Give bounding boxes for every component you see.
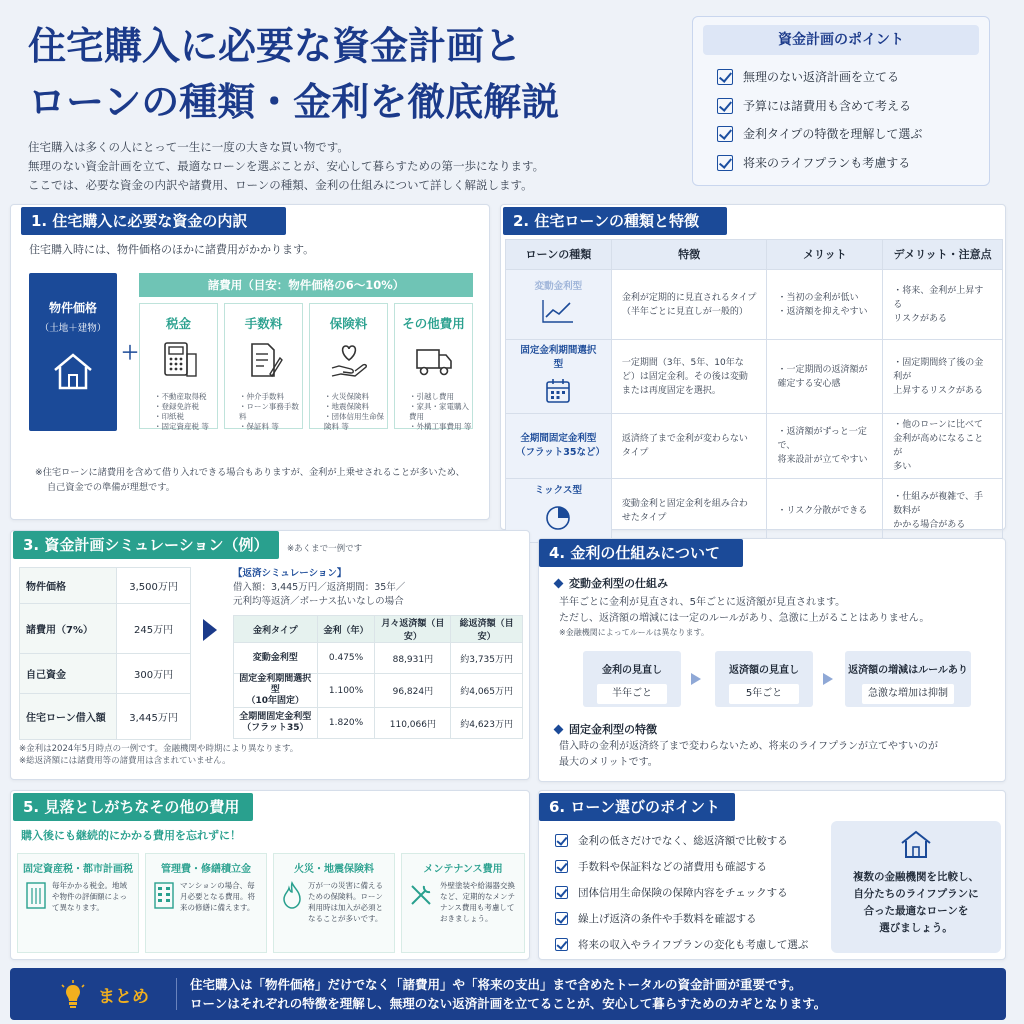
checklist-item: 将来の収入やライフプランの変化も考慮して選ぶ xyxy=(555,931,808,957)
cost-card-tax xyxy=(139,303,218,429)
table-header-row xyxy=(506,240,1003,270)
section-2-title: 2. 住宅ローンの種類と特徴 xyxy=(503,207,727,235)
page-title xyxy=(28,18,678,130)
cost-card-title: 保険料 xyxy=(329,316,368,331)
checklist-item: 繰上げ返済の条件や手数料を確認する xyxy=(555,905,808,931)
column-header: メリット xyxy=(767,240,883,270)
other-cost-card: 管理費・修繕積立金 マンションの場合、毎月必要となる費用。将来の修繕に備えます。 xyxy=(145,853,267,953)
intro-line: ここでは、必要な資金の内訳や諸費用、ローンの種類、金利の仕組みについて詳しく解説します。 xyxy=(28,178,533,192)
house-icon xyxy=(51,350,95,392)
loan-types-table xyxy=(505,239,1003,543)
building-icon xyxy=(24,880,48,910)
table-row: 住宅ローン借入額 3,445万円 xyxy=(20,694,191,740)
tools-icon xyxy=(408,882,434,908)
table-row: 固定金利期間選択型 （10年固定） 1.100% 96,824円 約4,065万円 xyxy=(234,674,523,708)
check-icon xyxy=(555,834,568,847)
cost-item: ・ 登録免許税 xyxy=(154,402,217,412)
check-icon xyxy=(555,912,568,925)
table-row xyxy=(506,479,1003,543)
flow-step: 金利の見直し 半年ごと xyxy=(583,651,681,707)
cost-item: ・ 引越し費用 xyxy=(409,392,472,402)
fixed-description: 借入時の金利が返済終了まで変わらないため、将来のライフプランが立てやすいのが 最大のメリットです。 xyxy=(559,741,938,768)
note-line: ※住宅ローンに諸費用を含めて借り入れできる場合もありますが、金利が上乗せされることが多いため、 xyxy=(35,467,465,478)
building-icon xyxy=(152,880,176,910)
merit-cell: ・リスク分散ができる xyxy=(767,479,883,543)
demerit-cell: ・他のローンに比べて 金利が高めになることが 多い xyxy=(883,414,1003,479)
table-row: 自己資金 300万円 xyxy=(20,654,191,694)
title-line-1: 住宅購入に必要な資金計画と xyxy=(28,23,523,68)
flow-step: 返済額の見直し 5年ごと xyxy=(715,651,813,707)
cost-item: ・ 地震保険料 xyxy=(324,402,387,412)
section-interest-mechanism xyxy=(538,538,1006,782)
column-header: 特徴 xyxy=(611,240,767,270)
merit-cell: ・当初の金利が低い ・返済額を抑えやすい xyxy=(767,270,883,340)
check-icon xyxy=(555,886,568,899)
table-row xyxy=(506,414,1003,479)
table-header-row: 金利タイプ 金利（年） 月々返済額（目安） 総返済額（目安） xyxy=(234,616,523,643)
checklist-item: 手数料や保証料などの諸費用も確認する xyxy=(555,853,808,879)
cost-card-title: その他費用 xyxy=(402,316,465,331)
cost-card-title: 税金 xyxy=(165,316,191,331)
chart-line-icon xyxy=(541,298,575,324)
cost-item: ・ 保証料 等 xyxy=(239,422,302,432)
variable-heading: 変動金利型の仕組み xyxy=(555,575,668,591)
feature-cell: 一定期間（3年、5年、10年など）は固定金利。その後は変動または再度固定を選択。 xyxy=(611,340,767,414)
house-icon xyxy=(899,829,933,859)
section-funds-breakdown xyxy=(10,204,490,520)
cost-card-insurance xyxy=(309,303,388,429)
cost-item: ・ 仲介手数料 xyxy=(239,392,302,402)
table-row: 全期間固定金利型 （フラット35） 1.820% 110,066円 約4,623万円 xyxy=(234,708,523,739)
section-simulation xyxy=(10,530,530,780)
merit-cell: ・一定期間の返済額が 確定する安心感 xyxy=(767,340,883,414)
loan-type-label: 固定金利期間選択型 xyxy=(520,345,597,370)
feature-cell: 金利が定期的に見直されるタイプ（半年ごとに見直しが一般的） xyxy=(611,270,767,340)
other-cost-card: 火災・地震保険料 万が一の災害に備えるための保険料。ローン利用時は加入が必須となることが多いです。 xyxy=(273,853,395,953)
section-6-title: 6. ローン選びのポイント xyxy=(539,793,735,821)
loan-type-label: 変動金利型 xyxy=(534,281,583,292)
cost-item: ・ 印紙税 xyxy=(154,412,217,422)
document-pen-icon xyxy=(244,340,284,380)
fees-header: 諸費用（目安：物件価格の6〜10%） xyxy=(139,273,473,297)
checklist-item: 金利の低さだけでなく、総返済額で比較する xyxy=(555,827,808,853)
demerit-cell: ・固定期間終了後の金利が 上昇するリスクがある xyxy=(883,340,1003,414)
demerit-cell: ・仕組みが複雑で、手数料が かかる場合がある xyxy=(883,479,1003,543)
planning-points-box xyxy=(692,16,990,186)
cost-item: ・ 外構工事費用 等 xyxy=(409,422,472,432)
selection-aside-text: 複数の金融機関を比較し、 自分たちのライフプランに 合った最適なローンを 選びましょう。 xyxy=(853,871,979,934)
intro-line: 住宅購入は多くの人にとって一生に一度の大きな買い物です。 xyxy=(28,140,349,154)
other-cost-card: メンテナンス費用 外壁塗装や給湯器交換など、定期的なメンテナンス費用も考慮しておきましょう。 xyxy=(401,853,525,953)
loan-type-cell xyxy=(506,270,612,340)
flame-icon xyxy=(280,880,304,910)
arrow-right-icon xyxy=(823,673,833,685)
intro-line: 無理のない資金計画を立て、最適なローンを選ぶことが、安心して暮らすための第一歩になります。 xyxy=(28,159,545,173)
divider xyxy=(176,978,177,1010)
title-line-2: ローンの種類・金利を徹底解説 xyxy=(28,79,560,124)
section-1-title: 1. 住宅購入に必要な資金の内訳 xyxy=(21,207,286,235)
property-price-sub: （土地＋建物） xyxy=(39,323,107,334)
selection-checklist xyxy=(555,827,808,957)
table-row: 変動金利型 0.475% 88,931円 約3,735万円 xyxy=(234,643,523,674)
section-loan-selection xyxy=(538,790,1006,960)
feature-cell: 変動金利と固定金利を組み合わせたタイプ xyxy=(611,479,767,543)
variable-description: 半年ごとに金利が見直され、5年ごとに返済額が見直されます。 ただし、返済額の増減には一定のルールがあり、急激に上がることはありません。 ※金融機関によってルールは異なります。 xyxy=(559,597,930,637)
cost-card-fees xyxy=(224,303,303,429)
check-icon xyxy=(555,860,568,873)
cost-item: ・ 家具・家電購入費用 xyxy=(409,402,472,422)
arrow-right-icon xyxy=(691,673,701,685)
simulation-title: 【返済シミュレーション】 xyxy=(233,568,347,579)
loan-type-cell xyxy=(506,340,612,414)
arrow-right-icon xyxy=(203,619,217,641)
column-header: デメリット・注意点 xyxy=(883,240,1003,270)
calculator-icon xyxy=(159,340,199,380)
diamond-bullet-icon xyxy=(554,579,564,589)
summary-text: 住宅購入は「物件価格」だけでなく「諸費用」や「将来の支出」まで含めたトータルの資金計画が重要です。 ローンはそれぞれの特徴を理解し、無理のない返済計画を立てることが、安心して暮らすためのカギとなります。 xyxy=(190,977,827,1011)
section-1-lead: 住宅購入時には、物件価格のほかに諸費用がかかります。 xyxy=(29,243,315,256)
note-line: 自己資金での準備が理想です。 xyxy=(47,482,175,493)
cost-item: ・ 固定資産税 等 xyxy=(154,422,217,432)
section-loan-types xyxy=(500,204,1006,530)
fund-summary-table xyxy=(19,567,191,740)
property-price-box xyxy=(29,273,117,431)
check-icon xyxy=(717,155,733,171)
table-row xyxy=(506,340,1003,414)
cost-item: ・ 団体信用生命保険料 等 xyxy=(324,412,387,432)
check-icon xyxy=(717,69,733,85)
section-4-title: 4. 金利の仕組みについて xyxy=(539,539,743,567)
checklist-item: 団体信用生命保険の保障内容をチェックする xyxy=(555,879,808,905)
intro-text xyxy=(28,138,668,195)
simulation-conditions: 【返済シミュレーション】 借入額：3,445万円／返済期間：35年／ 元利均等返済／ボーナス払いなしの場合 xyxy=(233,568,406,607)
selection-aside-box xyxy=(831,821,1001,953)
section-1-note xyxy=(35,465,465,495)
loan-type-cell: 全期間固定金利型 （フラット35など） xyxy=(506,414,612,479)
plus-sign: ＋ xyxy=(121,343,139,364)
check-icon xyxy=(717,126,733,142)
cost-item: ・ 火災保険料 xyxy=(324,392,387,402)
truck-icon xyxy=(414,340,454,380)
diamond-bullet-icon xyxy=(554,725,564,735)
table-row: 諸費用（7%） 245万円 xyxy=(20,604,191,654)
hand-heart-icon xyxy=(329,340,369,380)
section-3-title: 3. 資金計画シミュレーション（例） xyxy=(13,531,279,559)
section-5-lead: 購入後にも継続的にかかる費用を忘れずに！ xyxy=(21,829,241,842)
summary-label: まとめ xyxy=(98,987,149,1007)
simulation-notes: ※金利は2024年5月時点の一例です。金融機関や時期により異なります。 ※総返済額には諸費用等の諸費用は含まれていません。 xyxy=(19,744,299,766)
column-header: ローンの種類 xyxy=(506,240,612,270)
other-cost-card: 固定資産税・都市計画税 毎年かかる税金。地域や物件の評価額によって異なります。 xyxy=(17,853,139,953)
planning-point-item: 金利タイプの特徴を理解して選ぶ xyxy=(717,120,989,149)
cost-item: ・ ローン事務手数料 xyxy=(239,402,302,422)
merit-cell: ・返済額がずっと一定で、 将来設計が立てやすい xyxy=(767,414,883,479)
check-icon xyxy=(555,938,568,951)
cost-card-title: 手数料 xyxy=(244,316,283,331)
calendar-icon xyxy=(545,378,571,404)
demerit-cell: ・将来、金利が上昇する リスクがある xyxy=(883,270,1003,340)
planning-point-item: 無理のない返済計画を立てる xyxy=(717,63,989,92)
simulation-aside: ※あくまで一例です xyxy=(287,544,363,554)
flow-step: 返済額の増減はルールあり 急激な増加は抑制 xyxy=(845,651,971,707)
planning-point-item: 将来のライフプランも考慮する xyxy=(717,149,989,178)
section-5-title: 5. 見落としがちなその他の費用 xyxy=(13,793,253,821)
pie-chart-icon xyxy=(544,504,572,532)
table-row: 物件価格 3,500万円 xyxy=(20,568,191,604)
planning-points-title: 資金計画のポイント xyxy=(703,25,979,55)
cost-item: ・ 不動産取得税 xyxy=(154,392,217,402)
feature-cell: 返済終了まで金利が変わらないタイプ xyxy=(611,414,767,479)
cost-card-other xyxy=(394,303,473,429)
table-row xyxy=(506,270,1003,340)
planning-point-item: 予算には諸費用も含めて考える xyxy=(717,92,989,121)
lightbulb-icon xyxy=(60,980,86,1010)
check-icon xyxy=(717,98,733,114)
summary-banner xyxy=(10,968,1006,1020)
fixed-heading: 固定金利型の特徴 xyxy=(555,721,657,737)
property-price-title: 物件価格 xyxy=(48,301,97,315)
loan-type-label: ミックス型 xyxy=(534,485,583,496)
section-other-costs xyxy=(10,790,530,960)
repayment-table xyxy=(233,615,523,739)
